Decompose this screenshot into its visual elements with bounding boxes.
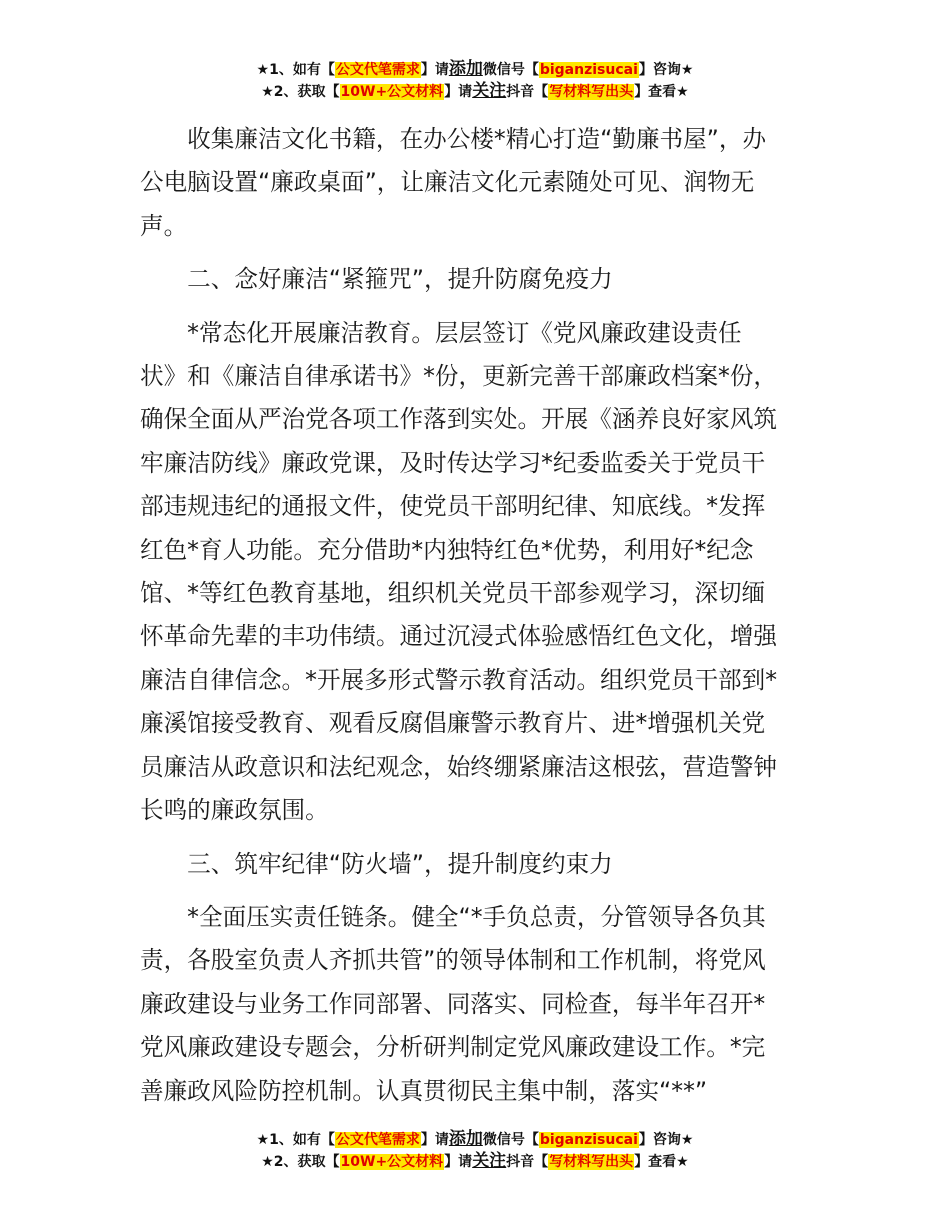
body-line: 怀革命先辈的丰功伟绩。通过沉浸式体验感悟红色文化，增强 <box>140 622 778 651</box>
highlight-ghostwriting: 公文代笔需求 <box>335 1132 420 1148</box>
body-line: *常态化开展廉洁教育。层层签订《党风廉政建设责任 <box>140 318 742 347</box>
body-line: 长鸣的廉政氛围。 <box>140 796 329 825</box>
highlight-wechat-id: biganzisucai <box>539 1132 638 1148</box>
body-line: 公电脑设置“廉政桌面”，让廉洁文化元素随处可见、润物无 <box>140 168 755 197</box>
banner-line-2: ★2、获取【10W+公文材料】请关注抖音【写材料写出头】查看★ <box>261 81 689 101</box>
body-line: 员廉洁从政意识和法纪观念，始终绷紧廉洁这根弦，营造警钟 <box>140 752 778 781</box>
highlight-materials: 10W+公文材料 <box>340 1154 444 1170</box>
body-line: 馆、*等红色教育基地，组织机关党员干部参观学习，深切缅 <box>140 579 766 608</box>
body-line: 红色*育人功能。充分借助*内独特红色*优势，利用好*纪念 <box>140 535 754 564</box>
body-line: 党风廉政建设专题会，分析研判制定党风廉政建设工作。*完 <box>140 1033 766 1062</box>
body-line: 责，各股室负责人齐抓共管”的领导体制和工作机制，将党风 <box>140 946 766 975</box>
document-body <box>140 118 812 1113</box>
banner-line-2: ★2、获取【10W+公文材料】请关注抖音【写材料写出头】查看★ <box>261 1151 689 1171</box>
banner-line-1: ★1、如有【公文代笔需求】请添加微信号【biganzisucai】咨询★ <box>256 59 694 79</box>
body-line: 声。 <box>140 211 188 240</box>
highlight-douyin: 写材料写出头 <box>549 84 634 100</box>
body-line: 善廉政风险防控机制。认真贯彻民主集中制，落实“**” <box>140 1076 708 1105</box>
highlight-wechat-id: biganzisucai <box>539 62 638 78</box>
highlight-ghostwriting: 公文代笔需求 <box>335 62 420 78</box>
body-line: 廉政建设与业务工作同部署、同落实、同检查，每半年召开* <box>140 989 766 1018</box>
body-line: *全面压实责任链条。健全“*手负总责，分管领导各负其 <box>140 902 766 931</box>
body-line: 部违规违纪的通报文件，使党员干部明纪律、知底线。*发挥 <box>140 492 766 521</box>
body-line: 收集廉洁文化书籍，在办公楼*精心打造“勤廉书屋”，办 <box>140 125 767 153</box>
highlight-materials: 10W+公文材料 <box>340 84 444 100</box>
body-line: 确保全面从严治党各项工作落到实处。开展《涵养良好家风筑 <box>140 405 778 434</box>
section-heading: 三、筑牢纪律“防火墙”，提升制度约束力 <box>140 849 613 878</box>
body-line: 廉洁自律信念。*开展多形式警示教育活动。组织党员干部到* <box>140 665 778 694</box>
footer-banner <box>0 1128 950 1172</box>
header-banner <box>0 58 950 102</box>
body-line: 牢廉洁防线》廉政党课，及时传达学习*纪委监委关于党员干 <box>140 448 766 477</box>
body-line: 廉溪馆接受教育、观看反腐倡廉警示教育片、进*增强机关党 <box>140 709 766 738</box>
banner-line-1: ★1、如有【公文代笔需求】请添加微信号【biganzisucai】咨询★ <box>256 1129 694 1149</box>
section-heading: 二、念好廉洁“紧箍咒”，提升防腐免疫力 <box>140 265 613 294</box>
body-line: 状》和《廉洁自律承诺书》*份，更新完善干部廉政档案*份， <box>140 362 778 391</box>
highlight-douyin: 写材料写出头 <box>549 1154 634 1170</box>
